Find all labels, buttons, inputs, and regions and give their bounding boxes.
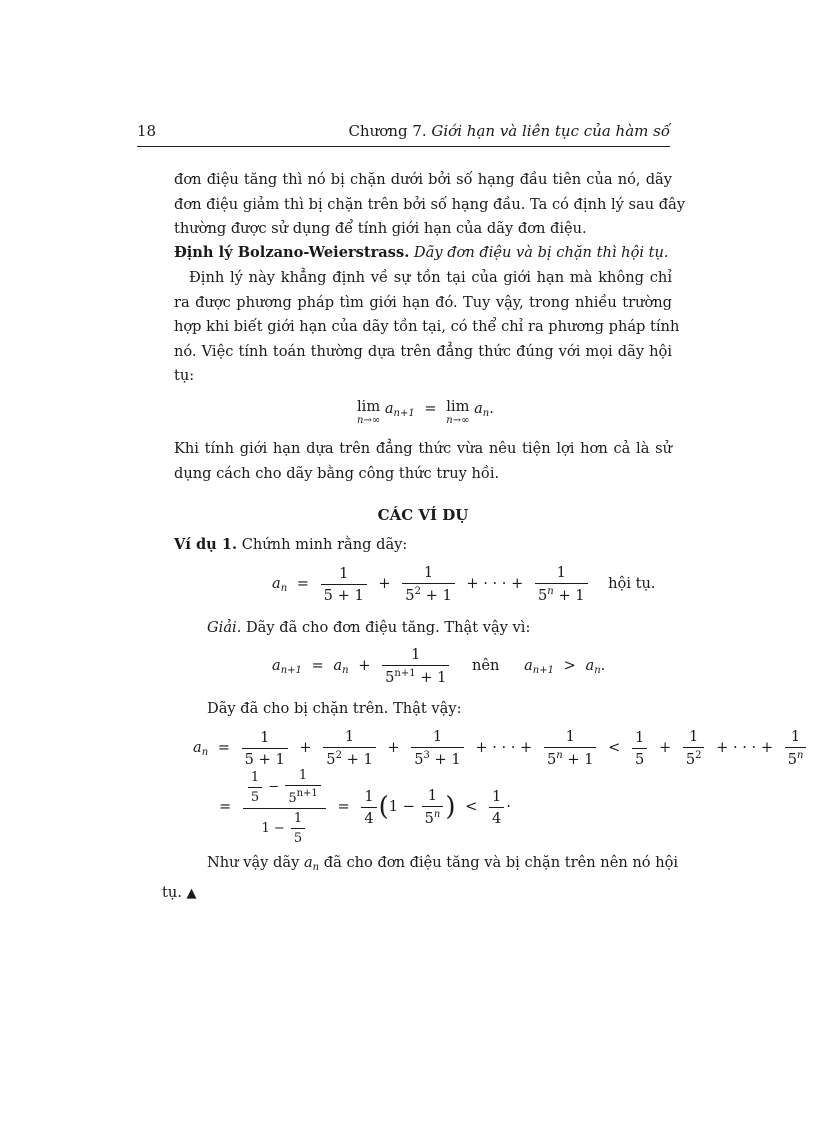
sequence-definition: $a_n$ = $\frac{1}{5 + 1}$ + $\frac{1}{5^2 + 1}$ + · · · + $\frac{1}{5^n + 1}$ hội tụ. xyxy=(272,564,656,604)
text-line: hợp khi biết giới hạn của dãy tồn tại, có thể chỉ ra phương pháp tính xyxy=(174,318,680,335)
end-of-proof-icon: ▲ xyxy=(186,885,197,901)
monotonic-inequality: $a_{n+1} = a_n$ + $\frac{1}{5^{n+1} + 1}$ nên $a_{n+1} > a_n$. xyxy=(272,646,606,686)
text-line: tụ: xyxy=(174,367,195,384)
solution-statement: Giải. Dãy đã cho đơn điệu tăng. Thật vậy vì: xyxy=(207,619,531,636)
theorem xyxy=(174,241,672,266)
conclusion: Như vậy dãy $a_n$ đã cho đơn điệu tăng và bị chặn trên nên nó hội tụ. ▲ xyxy=(162,854,679,901)
text-line: ra được phương pháp tìm giới hạn đó. Tuy vậy, trong nhiều trường xyxy=(174,293,672,311)
text-line: đơn điệu tăng thì nó bị chặn dưới bởi số hạng đầu tiên của nó, dãy xyxy=(174,171,672,188)
solution-label: Giải. xyxy=(207,619,242,636)
so-word: nên xyxy=(472,657,500,674)
text-line: đơn điệu giảm thì bị chặn trên bởi số hạng đầu. Ta có định lý sau đây xyxy=(174,195,686,213)
paragraph-intro xyxy=(174,168,686,242)
chapter-title: Chương 7. Giới hạn và liên tục của hàm số xyxy=(348,122,670,140)
limit-equation: lim n→∞ $a_{n+1} = \lim$ n→∞ $a_n$. xyxy=(357,398,494,426)
example-statement: Ví dụ 1. Chứnh minh rằng dãy: xyxy=(174,536,408,553)
page-number: 18 xyxy=(137,122,157,140)
upper-bound-sum: $a_n$ = $\frac{1}{5 + 1}$ + $\frac{1}{5^2 + 1}$ + $\frac{1}{5^3 + 1}$ + · · · + $\frac{1}{5^n + 1}$ < $\frac{1}{5}$ + $\frac{1}{5^2}$ + · · · + $\frac{1}{5^n}$ xyxy=(193,728,808,768)
text-line: Khi tính giới hạn dựa trên đẳng thức vừa nêu tiện lợi hơn cả là sử xyxy=(174,440,672,457)
running-header xyxy=(137,122,670,144)
paragraph-theorem-discussion xyxy=(174,266,680,389)
header-rule xyxy=(137,146,670,147)
text-line: thường được sử dụng để tính giới hạn của dãy đơn điệu. xyxy=(174,220,587,237)
text-line: nó. Việc tính toán thường dựa trên đẳng thức đúng với mọi dãy hội xyxy=(174,342,672,360)
example-label: Ví dụ 1. xyxy=(174,536,238,553)
paragraph-recurrence xyxy=(174,437,672,486)
bounded-statement: Dãy đã cho bị chặn trên. Thật vậy: xyxy=(207,700,462,717)
section-heading: CÁC VÍ DỤ xyxy=(377,506,469,524)
text-line: Định lý này khẳng định về sự tồn tại của giới hạn mà không chỉ xyxy=(189,269,672,286)
text-line: dụng cách cho dãy bằng công thức truy hồi. xyxy=(174,464,500,482)
theorem-name: Định lý Bolzano-Weierstrass. xyxy=(174,244,410,261)
converges-text: hội tụ. xyxy=(608,575,656,592)
upper-bound-result: = $\frac{1}{5}$ − $\frac{1}{5^{n+1}}$ 1 − $\frac{1}{5}$ = $\frac{1}{4}$ (1 − $\frac{1}{5^n}$ ) < $\frac{1}{4}$ · xyxy=(219,768,511,846)
theorem-statement: Dãy đơn điệu và bị chặn thì hội tụ. xyxy=(413,244,669,261)
